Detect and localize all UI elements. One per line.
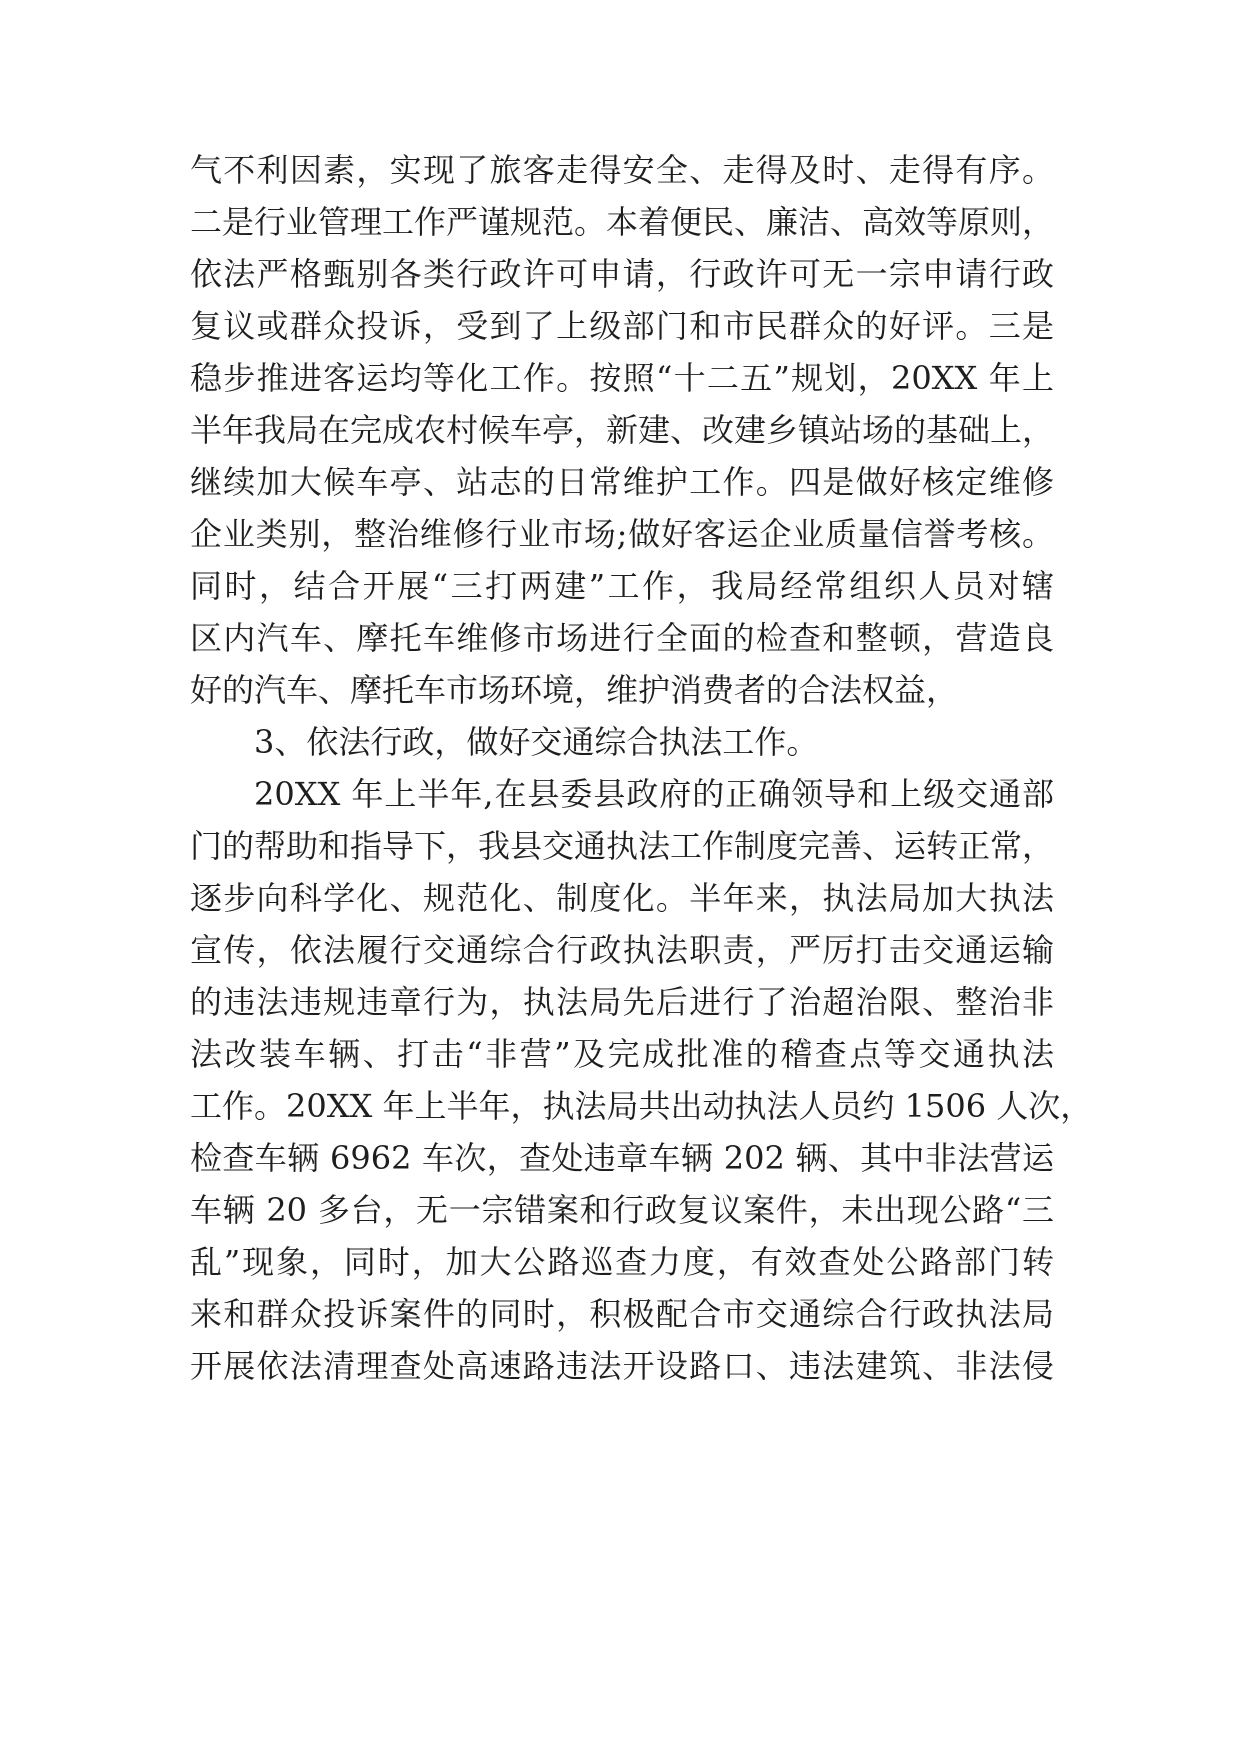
text-line: 二是行业管理工作严谨规范。本着便民、廉洁、高效等原则， (190, 203, 1055, 241)
text-line: 区内汽车、摩托车维修市场进行全面的检查和整顿，营造良 (190, 619, 1054, 657)
text-line: 20XX 年上半年,在县委县政府的正确领导和上级交通部 (254, 775, 1054, 813)
text-line: 法改装车辆、打击“非营”及完成批准的稽查点等交通执法 (190, 1035, 1054, 1073)
text-line: 车辆 20 多台，无一宗错案和行政复议案件，未出现公路“三 (190, 1191, 1054, 1229)
text-line: 逐步向科学化、规范化、制度化。半年来，执法局加大执法 (190, 879, 1054, 917)
text-line: 同时，结合开展“三打两建”工作，我局经常组织人员对辖 (190, 567, 1054, 605)
text-line: 工作。20XX 年上半年，执法局共出动执法人员约 1506 人次， (190, 1087, 1093, 1125)
text-line: 开展依法清理查处高速路违法开设路口、违法建筑、非法侵 (190, 1347, 1054, 1385)
text-line: 的违法违规违章行为，执法局先后进行了治超治限、整治非 (190, 983, 1054, 1021)
text-line: 稳步推进客运均等化工作。按照“十二五”规划，20XX 年上 (190, 359, 1054, 397)
text-line: 企业类别，整治维修行业市场;做好客运企业质量信誉考核。 (190, 515, 1054, 553)
text-line: 宣传，依法履行交通综合行政执法职责，严厉打击交通运输 (190, 931, 1054, 969)
text-line: 依法严格甄别各类行政许可申请，行政许可无一宗申请行政 (190, 255, 1054, 293)
text-line: 复议或群众投诉，受到了上级部门和市民群众的好评。三是 (190, 307, 1054, 345)
text-line: 半年我局在完成农村候车亭，新建、改建乡镇站场的基础上， (190, 411, 1055, 449)
text-line: 继续加大候车亭、站志的日常维护工作。四是做好核定维修 (190, 463, 1054, 501)
text-line: 乱”现象，同时，加大公路巡查力度，有效查处公路部门转 (190, 1243, 1054, 1281)
text-line: 检查车辆 6962 车次，查处违章车辆 202 辆、其中非法营运 (190, 1139, 1054, 1177)
text-line: 气不利因素，实现了旅客走得安全、走得及时、走得有序。 (190, 151, 1054, 189)
text-line: 来和群众投诉案件的同时，积极配合市交通综合行政执法局 (190, 1295, 1054, 1333)
section-heading: 3、依法行政，做好交通综合执法工作。 (254, 723, 819, 761)
text-line: 好的汽车、摩托车市场环境，维护消费者的合法权益， (190, 671, 959, 709)
text-line: 门的帮助和指导下，我县交通执法工作制度完善、运转正常， (190, 827, 1055, 865)
